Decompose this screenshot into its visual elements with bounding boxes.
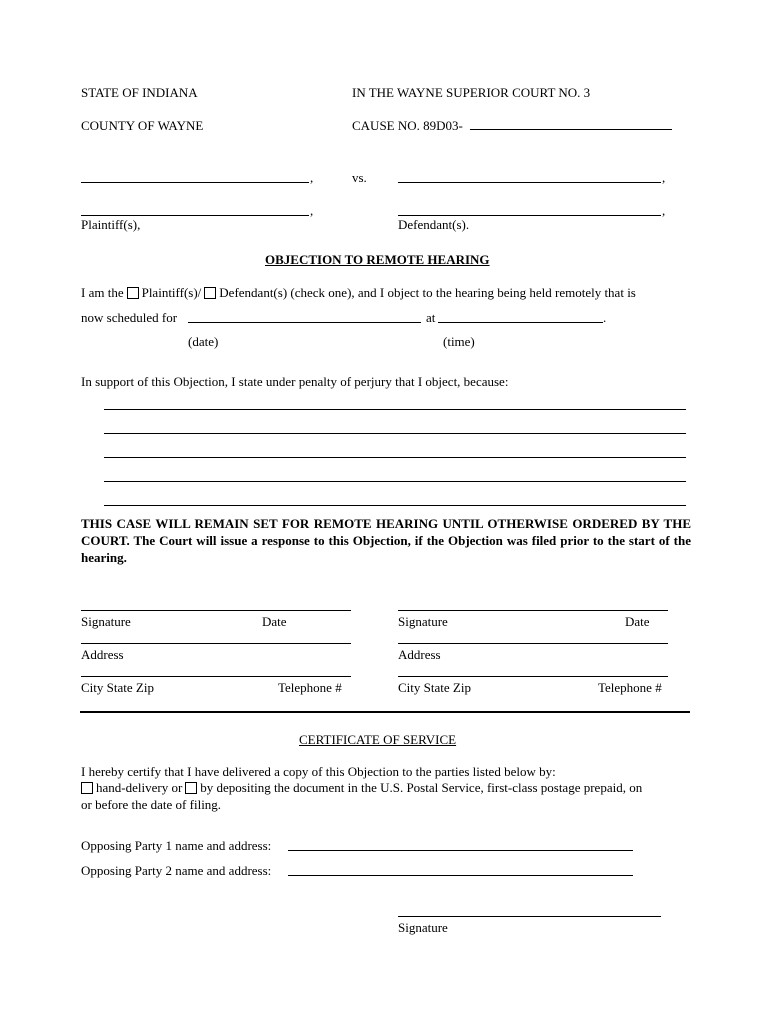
state-label: STATE OF INDIANA <box>81 85 198 100</box>
defendant-checkbox[interactable] <box>204 287 216 299</box>
versus-label: vs. <box>352 170 367 185</box>
defendant-name-field-1[interactable] <box>398 182 661 183</box>
opposing-party-2-label: Opposing Party 2 name and address: <box>81 863 272 878</box>
cause-number-label: CAUSE NO. 89D03- <box>352 118 463 133</box>
hand-delivery-checkbox[interactable] <box>81 782 93 794</box>
opposing-party-1-label: Opposing Party 1 name and address: <box>81 838 272 853</box>
left-address-label: Address <box>81 647 124 662</box>
plaintiff-name-field-1[interactable] <box>81 182 309 183</box>
i-am-the-text: I am the <box>81 285 124 300</box>
cause-number-field[interactable] <box>470 129 672 130</box>
mail-option-label: by depositing the document in the U.S. Postal Service, first-class postage prepaid, on <box>200 780 643 795</box>
period: . <box>603 310 607 325</box>
certificate-signature-line[interactable] <box>398 916 661 917</box>
comma: , <box>662 170 666 185</box>
at-text: at <box>426 310 436 325</box>
county-label: COUNTY OF WAYNE <box>81 118 204 133</box>
comma: , <box>310 203 314 218</box>
scheduled-time-field[interactable] <box>438 322 603 323</box>
plaintiff-checkbox[interactable] <box>127 287 139 299</box>
reason-line-5[interactable] <box>104 505 686 506</box>
defendant-name-field-2[interactable] <box>398 215 661 216</box>
certificate-title: CERTIFICATE OF SERVICE <box>299 732 457 747</box>
left-signature-label: Signature <box>81 614 131 629</box>
reason-line-2[interactable] <box>104 433 686 434</box>
left-city-line[interactable] <box>81 676 351 677</box>
left-city-label: City State Zip <box>81 680 154 695</box>
right-city-label: City State Zip <box>398 680 471 695</box>
delivery-method-line <box>81 780 642 796</box>
opposing-party-1-field[interactable] <box>288 850 633 851</box>
hand-delivery-label: hand-delivery or <box>96 780 183 795</box>
opposing-party-2-field[interactable] <box>288 875 633 876</box>
certificate-line-3: or before the date of filing. <box>81 797 222 812</box>
plaintiff-name-field-2[interactable] <box>81 215 309 216</box>
support-intro: In support of this Objection, I state under penalty of perjury that I object, because: <box>81 374 509 389</box>
right-address-line[interactable] <box>398 643 668 644</box>
left-date-label: Date <box>262 614 287 629</box>
comma: , <box>310 170 314 185</box>
now-scheduled-text: now scheduled for <box>81 310 178 325</box>
mail-checkbox[interactable] <box>185 782 197 794</box>
comma: , <box>662 203 666 218</box>
right-signature-label: Signature <box>398 614 448 629</box>
party-statement <box>81 285 636 301</box>
right-signature-line[interactable] <box>398 610 668 611</box>
plaintiff-option-label: Plaintiff(s)/ <box>141 285 202 300</box>
court-label: IN THE WAYNE SUPERIOR COURT NO. 3 <box>352 85 591 100</box>
defendant-option-label: Defendant(s) (check one), and I object to the hearing being held remotely that is <box>219 285 636 300</box>
left-telephone-label: Telephone # <box>278 680 342 695</box>
right-address-label: Address <box>398 647 441 662</box>
certificate-signature-label: Signature <box>398 920 448 935</box>
date-caption: (date) <box>188 334 219 349</box>
reason-line-3[interactable] <box>104 457 686 458</box>
document-title: OBJECTION TO REMOTE HEARING <box>265 252 490 267</box>
left-signature-line[interactable] <box>81 610 351 611</box>
left-address-line[interactable] <box>81 643 351 644</box>
defendants-label: Defendant(s). <box>398 217 470 232</box>
right-telephone-label: Telephone # <box>598 680 662 695</box>
scheduled-date-field[interactable] <box>188 322 421 323</box>
reason-line-1[interactable] <box>104 409 686 410</box>
plaintiffs-label: Plaintiff(s), <box>81 217 141 232</box>
certificate-line-1: I hereby certify that I have delivered a copy of this Objection to the parties listed below by: <box>81 764 556 779</box>
reason-line-4[interactable] <box>104 481 686 482</box>
time-caption: (time) <box>443 334 475 349</box>
right-city-line[interactable] <box>398 676 668 677</box>
right-date-label: Date <box>625 614 650 629</box>
remote-hearing-notice: THIS CASE WILL REMAIN SET FOR REMOTE HEARING UNTIL OTHERWISE ORDERED BY THE COURT. The Court will issue a response to this Objection, if the Objection was filed prior to the start of the hearing. <box>81 516 691 565</box>
section-divider <box>80 711 690 713</box>
